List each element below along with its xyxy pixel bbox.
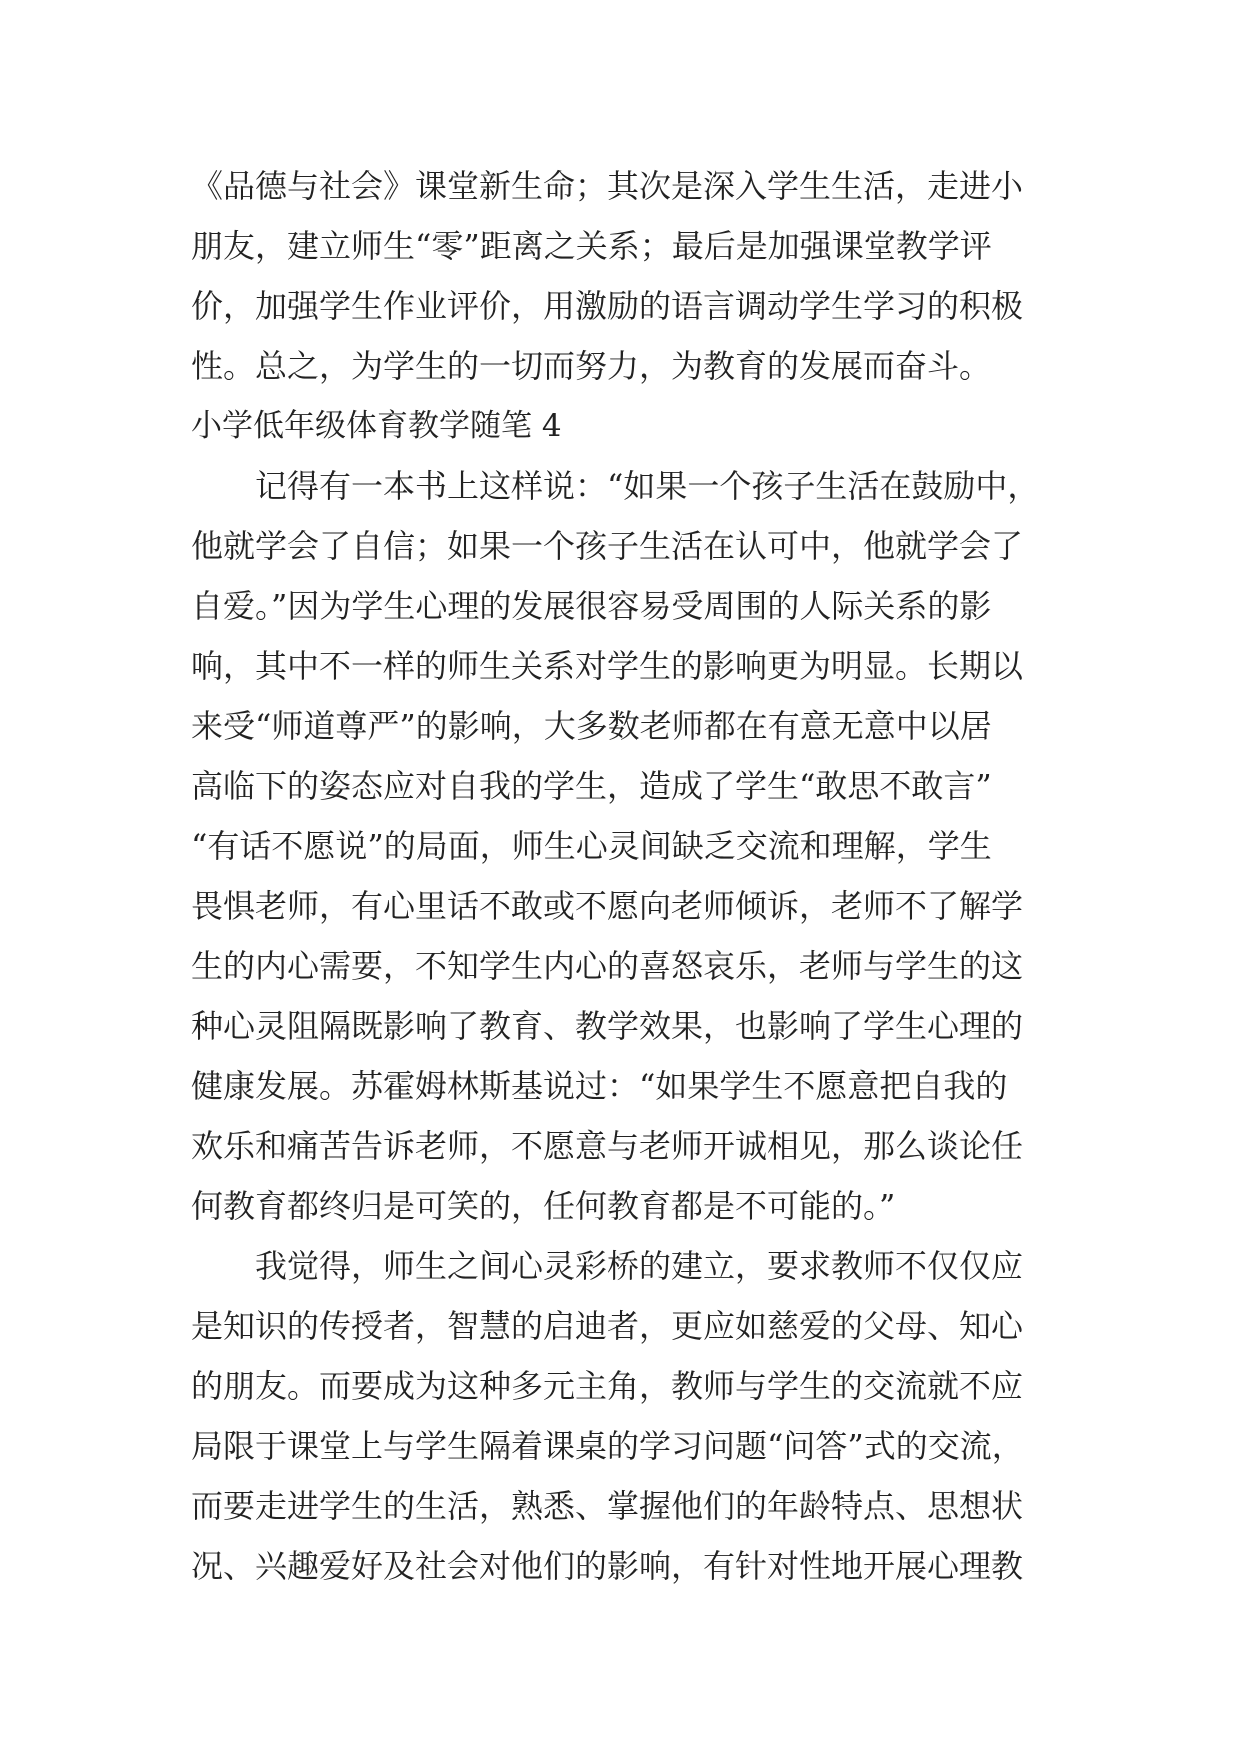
text-line: 健康发展。苏霍姆林斯基说过：“如果学生不愿意把自我的 (191, 1067, 1008, 1105)
section-title: 小学低年级体育教学随笔 4 (191, 408, 562, 444)
text-line: 来受“师道尊严”的影响，大多数老师都在有意无意中以居 (191, 707, 992, 745)
text-line: 而要走进学生的生活，熟悉、掌握他们的年龄特点、思想状 (191, 1487, 1024, 1525)
text-line: 记得有一本书上这样说：“如果一个孩子生活在鼓励中， (255, 467, 1040, 505)
text-line: 畏惧老师，有心里话不敢或不愿向老师倾诉，老师不了解学 (191, 887, 1024, 925)
text-line: 高临下的姿态应对自我的学生，造成了学生“敢思不敢言” (191, 767, 992, 805)
text-line: 响，其中不一样的师生关系对学生的影响更为明显。长期以 (191, 647, 1024, 685)
text-line: 欢乐和痛苦告诉老师，不愿意与老师开诚相见，那么谈论任 (191, 1127, 1024, 1165)
text-line: 性。总之，为学生的一切而努力，为教育的发展而奋斗。 (191, 347, 992, 385)
text-line: 自爱。”因为学生心理的发展很容易受周围的人际关系的影 (191, 587, 992, 625)
text-line: 是知识的传授者，智慧的启迪者，更应如慈爱的父母、知心 (191, 1307, 1024, 1345)
text-line: 《品德与社会》课堂新生命；其次是深入学生生活，走进小 (191, 167, 1024, 205)
text-line: 的朋友。而要成为这种多元主角，教师与学生的交流就不应 (191, 1367, 1024, 1405)
document-body (191, 156, 1057, 1596)
text-line: 何教育都终归是可笑的，任何教育都是不可能的。” (191, 1187, 896, 1225)
text-line: 生的内心需要，不知学生内心的喜怒哀乐，老师与学生的这 (191, 947, 1024, 985)
text-line: 我觉得，师生之间心灵彩桥的建立，要求教师不仅仅应 (255, 1247, 1024, 1285)
paragraph (191, 1236, 1057, 1596)
text-line: 局限于课堂上与学生隔着课桌的学习问题“问答”式的交流， (191, 1427, 1024, 1465)
text-line: 朋友，建立师生“零”距离之关系；最后是加强课堂教学评 (191, 227, 992, 265)
text-line: 况、兴趣爱好及社会对他们的影响，有针对性地开展心理教 (191, 1547, 1024, 1585)
text-line: 他就学会了自信；如果一个孩子生活在认可中，他就学会了 (191, 527, 1024, 565)
paragraph (191, 456, 1057, 1236)
continued-paragraph (191, 156, 1057, 396)
text-line: 种心灵阻隔既影响了教育、教学效果，也影响了学生心理的 (191, 1007, 1024, 1045)
text-line: “有话不愿说”的局面，师生心灵间缺乏交流和理解，学生 (191, 827, 992, 865)
text-line: 价，加强学生作业评价，用激励的语言调动学生学习的积极 (191, 287, 1024, 325)
